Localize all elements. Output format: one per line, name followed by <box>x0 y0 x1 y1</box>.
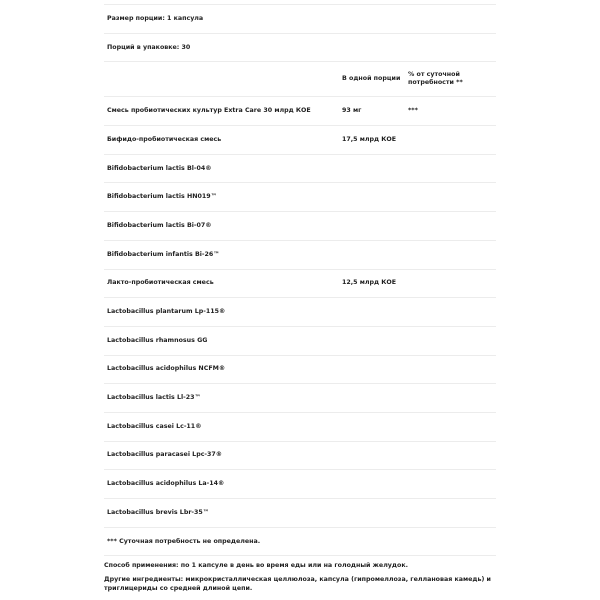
table-row <box>104 212 496 241</box>
ingredient-amount: 12,5 млрд КОЕ <box>342 279 397 287</box>
usage-instructions: Способ применения: по 1 капсуле в день во время еды или на голодный желудок. <box>104 562 408 569</box>
servings-per-container-row <box>104 34 496 63</box>
table-row <box>104 327 496 356</box>
ingredient-amount: 93 мг <box>342 107 362 115</box>
supplement-facts-table <box>104 4 496 556</box>
ingredient-name: Bifidobacterium infantis Bi-26™ <box>107 250 220 258</box>
footnote: *** Суточная потребность не определена. <box>107 537 261 545</box>
notes <box>104 561 496 598</box>
daily-value-header: % от суточной потребности ** <box>408 71 463 87</box>
ingredient-name: Lactobacillus plantarum Lp-115® <box>107 308 226 316</box>
table-row <box>104 155 496 184</box>
servings-per-container: Порций в упаковке: 30 <box>107 43 191 51</box>
ingredient-name: Lactobacillus acidophilus NCFM® <box>107 365 226 373</box>
table-row <box>104 356 496 385</box>
table-row <box>104 97 496 126</box>
ingredient-daily-value: *** <box>408 107 418 115</box>
footnote-row <box>104 528 496 557</box>
table-row <box>104 183 496 212</box>
table-row <box>104 298 496 327</box>
ingredient-name: Бифидо-пробиотическая смесь <box>107 135 222 143</box>
ingredient-amount: 17,5 млрд КОЕ <box>342 135 397 143</box>
table-row <box>104 470 496 499</box>
ingredient-name: Lactobacillus rhamnosus GG <box>107 336 208 344</box>
table-header <box>104 62 496 97</box>
table-row <box>104 384 496 413</box>
ingredient-name: Lactobacillus acidophilus La-14® <box>107 480 225 488</box>
table-row <box>104 442 496 471</box>
serving-size: Размер порции: 1 капсула <box>107 14 204 22</box>
serving-size-row <box>104 5 496 34</box>
other-ingredients: Другие ингредиенты: микрокристаллическая целлюлоза, капсула (гипромеллоза, геллановая камедь) и триглицериды со средней длиной цепи. <box>104 576 491 592</box>
ingredient-name: Lactobacillus brevis Lbr-35™ <box>107 508 210 516</box>
table-row <box>104 126 496 155</box>
ingredient-name: Lactobacillus lactis Ll-23™ <box>107 394 201 402</box>
ingredient-name: Bifidobacterium lactis HN019™ <box>107 193 217 201</box>
ingredient-name: Lactobacillus paracasei Lpc-37® <box>107 451 223 459</box>
table-row <box>104 499 496 528</box>
per-serving-header: В одной порции <box>342 75 401 83</box>
table-row <box>104 241 496 270</box>
table-row <box>104 270 496 299</box>
ingredient-name: Lactobacillus casei Lc-11® <box>107 422 202 430</box>
ingredient-name: Лакто-пробиотическая смесь <box>107 279 214 287</box>
ingredient-name: Bifidobacterium lactis Bl-04® <box>107 164 212 172</box>
ingredient-name: Bifidobacterium lactis Bi-07® <box>107 221 212 229</box>
ingredient-name: Смесь пробиотических культур Extra Care 30 млрд КОЕ <box>107 107 311 115</box>
table-row <box>104 413 496 442</box>
